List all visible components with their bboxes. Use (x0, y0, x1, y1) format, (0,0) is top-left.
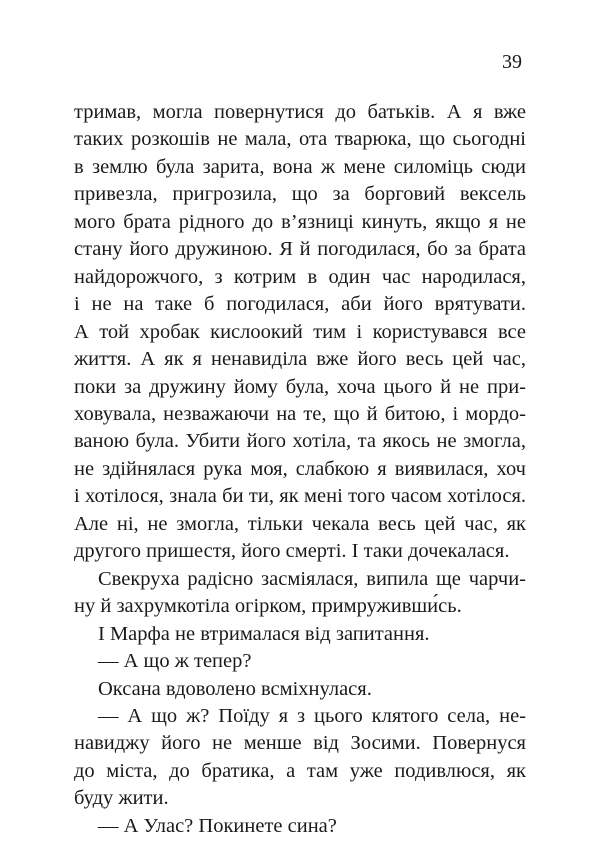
page-number: 39 (502, 51, 522, 73)
text-line: Оксана вдоволено всміхнулася. (98, 677, 372, 700)
text-line: ховувала, незважаючи на те, що й битою, і мордо- (74, 402, 526, 425)
text-line: буду жити. (74, 787, 169, 810)
text-line: і хотілося, знала би ти, як мені того часом хотілося. (74, 485, 526, 508)
text-line: другого пришестя, його смерті. І таки дочекалася. (74, 540, 510, 563)
text-line: ну й захрумкотіла огірком, примруживши́сь. (74, 595, 462, 618)
text-line: тримав, могла повернутися до батьків. А я вже (74, 101, 526, 123)
text-line: А той хробак кислоокий тим і користувався все (74, 320, 526, 343)
text-line: до міста, до братика, а там уже подивлюся, як (74, 759, 526, 782)
text-line: — А Улас? Покинете сина? (98, 814, 337, 837)
text-line: Свекруха радісно засміялася, випила ще чарчи- (98, 567, 526, 590)
text-line: Але ні, не змогла, тільки чекала весь цей час, як (74, 512, 526, 535)
text-line: ваною була. Убити його хотіла, та якось не змогла, (74, 430, 526, 453)
text-line: — А що ж тепер? (98, 650, 252, 673)
text-line: в землю була зарита, вона ж мене силоміць сюди (74, 155, 526, 178)
body-text (74, 99, 526, 840)
text-line: мого брата рідного до в’язниці кинуть, якщо я не (74, 210, 526, 233)
text-line: поки за дружину йому була, хоча цього й не при- (74, 375, 526, 398)
text-line: стану його дружиною. Я й погодилася, бо за брата (74, 238, 526, 261)
text-line: таких розкошів не мала, ота тварюка, що сьогодні (74, 128, 526, 151)
text-line: життя. А як я ненавиділа вже його весь цей час, (74, 348, 526, 371)
text-line: навиджу його не менше від Зосими. Повернуся (74, 732, 526, 755)
text-line: і не на таке б погодилася, аби його врятувати. (74, 293, 526, 316)
text-line: — А що ж? Поїду я з цього клятого села, не- (98, 704, 526, 727)
text-line: не здійнялася рука моя, слабкою я виявилася, хоч (74, 457, 526, 480)
text-line: найдорожчого, з котрим в один час народилася, (74, 265, 526, 288)
text-line: привезла, пригрозила, що за борговий вексель (74, 183, 526, 206)
text-line: І Марфа не втрималася від запитання. (98, 622, 430, 645)
